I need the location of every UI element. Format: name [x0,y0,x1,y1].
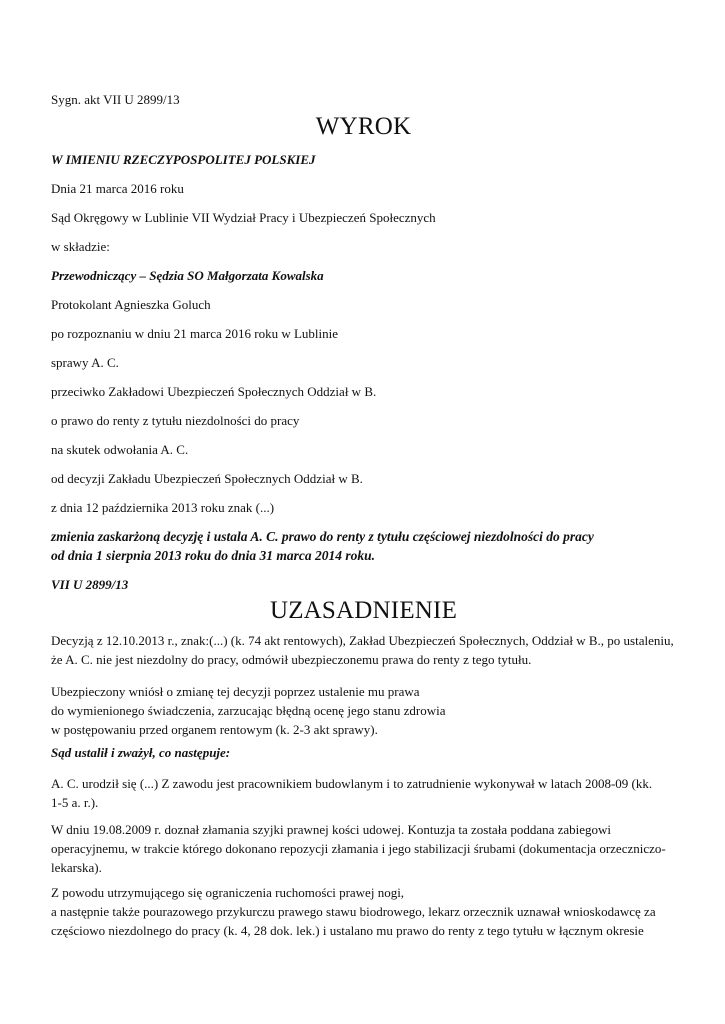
paragraph-2 [51,682,676,739]
decision-source: od decyzji Zakładu Ubezpieczeń Społecznych Oddział w B. [51,471,363,486]
case-subject: o prawo do renty z tytułu niezdolności do pracy [51,413,300,428]
paragraph-line: częściowo niezdolnego do pracy (k. 4, 28 dok. lek.) i ustalano mu prawo do renty z tego tytułu w łącznym okresie [51,923,644,938]
verdict-title: WYROK [315,113,412,140]
verdict-date: Dnia 21 marca 2016 roku [51,181,184,196]
paragraph-1 [51,631,676,669]
invocation: W IMIENIU RZECZYPOSPOLITEJ POLSKIEJ [51,152,316,167]
paragraph-line: Z powodu utrzymującego się ograniczenia ruchomości prawej nogi, [51,885,405,900]
paragraph-line: W dniu 19.08.2009 r. doznał złamania szyjki prawnej kości udowej. Kontuzja ta została poddana zabiegowi [51,822,612,837]
ruling [51,527,676,565]
hearing-info: po rozpoznaniu w dniu 21 marca 2016 roku w Lublinie [51,326,339,341]
decision-date: z dnia 12 października 2013 roku znak (...) [51,500,275,515]
paragraph-line: że A. C. nie jest niezdolny do pracy, odmówił ubezpieczonemu prawa do renty z tego tytułu. [51,652,532,667]
paragraph-line: operacyjnemu, w trakcie którego dokonano repozycji złamania i jego stabilizacji śrubami (dokumentacja orzeczniczo- [51,841,666,856]
ruling-line: od dnia 1 sierpnia 2013 roku do dnia 31 marca 2014 roku. [51,548,376,563]
justification-case-ref: VII U 2899/13 [51,577,129,592]
paragraph-4 [51,820,676,877]
paragraph-line: a następnie także pourazowego przykurczu prawego stawu biodrowego, lekarz orzecznik uznawał wnioskodawcę za [51,904,656,919]
paragraph-line: w postępowaniu przed organem rentowym (k. 2-3 akt sprawy). [51,722,378,737]
justification-title: UZASADNIENIE [269,597,458,624]
appeal-info: na skutek odwołania A. C. [51,442,189,457]
paragraph-5 [51,883,676,940]
case-signature: Sygn. akt VII U 2899/13 [51,92,180,107]
paragraph-3 [51,774,676,812]
composition-label: w składzie: [51,239,110,254]
court-clerk: Protokolant Agnieszka Goluch [51,297,211,312]
paragraph-line: A. C. urodził się (...) Z zawodu jest pracownikiem budowlanym i to zatrudnienie wykonywał w latach 2008-09 (kk. [51,776,653,791]
findings-heading: Sąd ustalił i zważył, co następuje: [51,745,231,760]
presiding-judge: Przewodniczący – Sędzia SO Małgorzata Kowalska [51,268,324,283]
paragraph-line: do wymienionego świadczenia, zarzucając błędną ocenę jego stanu zdrowia [51,703,446,718]
paragraph-line: 1-5 a. r.). [51,795,99,810]
opposing-party: przeciwko Zakładowi Ubezpieczeń Społecznych Oddział w B. [51,384,377,399]
case-party: sprawy A. C. [51,355,119,370]
paragraph-line: lekarska). [51,860,102,875]
court-name: Sąd Okręgowy w Lublinie VII Wydział Pracy i Ubezpieczeń Społecznych [51,210,436,225]
ruling-line: zmienia zaskarżoną decyzję i ustala A. C. prawo do renty z tytułu częściowej niezdolności do pracy [51,529,594,544]
paragraph-line: Decyzją z 12.10.2013 r., znak:(...) (k. 74 akt rentowych), Zakład Ubezpieczeń Społecznych, Oddział w B., po ustaleniu, [51,633,674,648]
paragraph-line: Ubezpieczony wniósł o zmianę tej decyzji poprzez ustalenie mu prawa [51,684,420,699]
